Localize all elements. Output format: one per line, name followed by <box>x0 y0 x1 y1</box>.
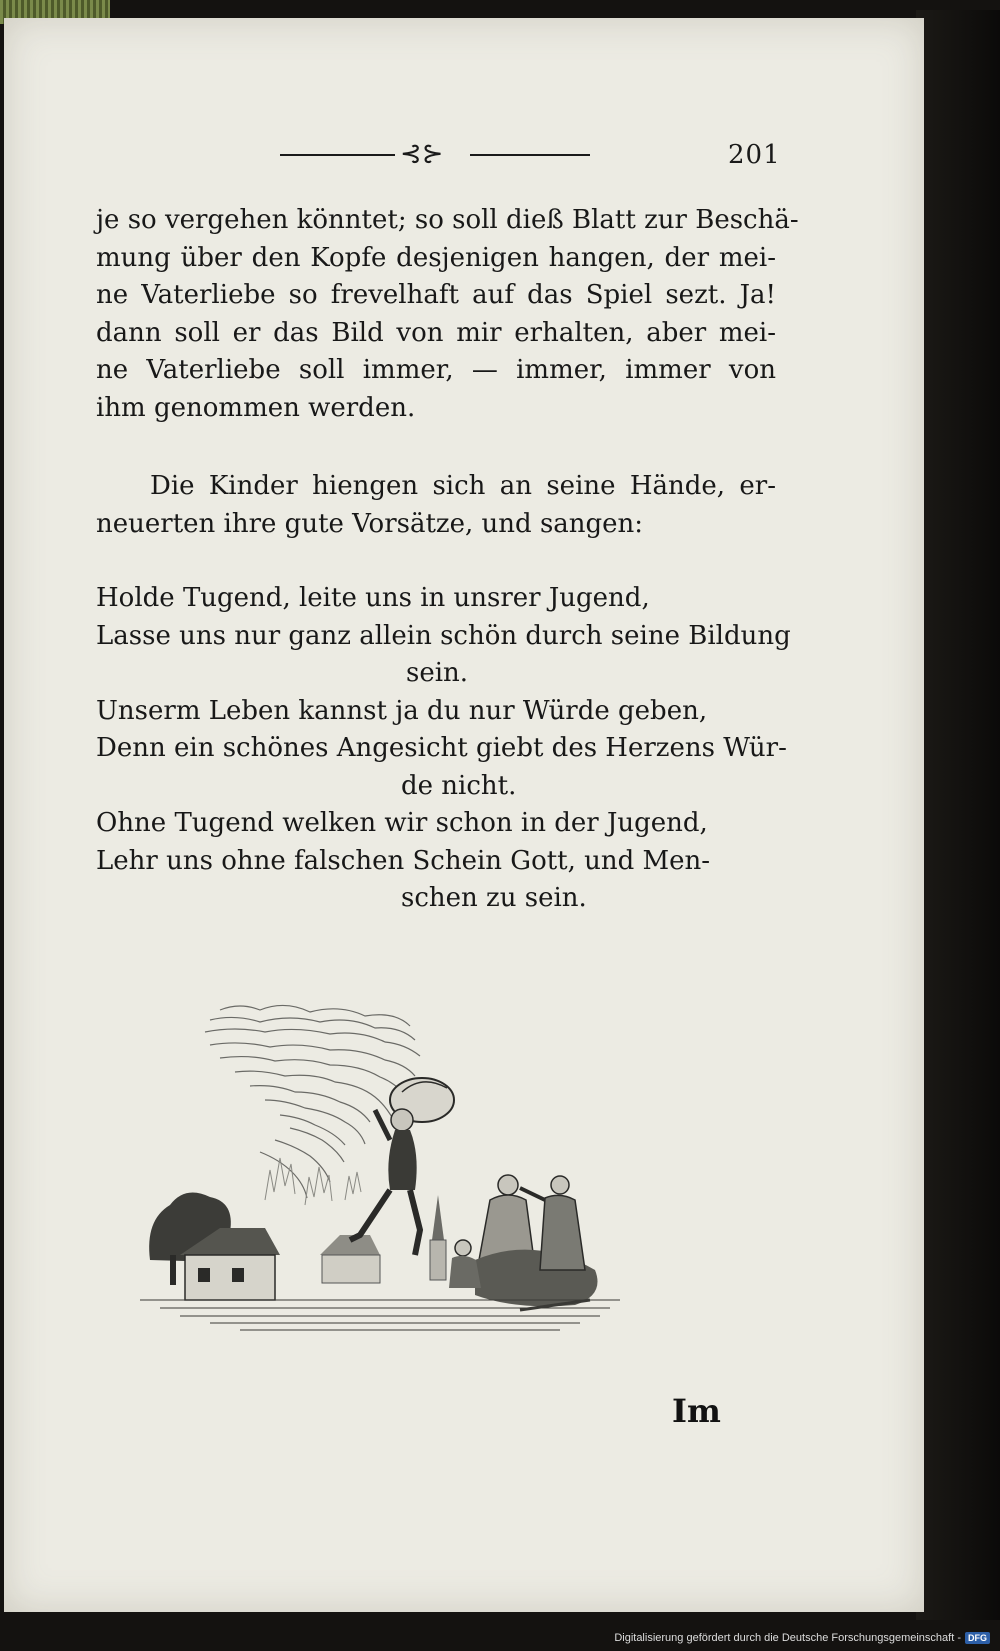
text-line: je so vergehen könntet; so soll dieß Blatt zur Beschä- <box>96 205 799 235</box>
poem-line: Unserm Leben kannst ja du nur Würde geben, <box>96 695 708 726</box>
poem-line: sein. <box>406 658 469 688</box>
poem-line: Holde Tugend, leite uns in unsrer Jugend, <box>96 583 650 613</box>
text-line: ihm genommen werden. <box>96 392 416 423</box>
poem-line: de nicht. <box>401 770 517 801</box>
poem <box>96 580 791 918</box>
mother-and-children <box>449 1175 598 1306</box>
poem-line: schen zu sein. <box>401 883 587 913</box>
text-line: Die Kinder hiengen sich an seine Hände, er- <box>150 471 776 501</box>
text-line: mung über den Kopfe desjenigen hangen, der mei- <box>96 242 776 273</box>
poem-line: Lehr uns ohne falschen Schein Gott, und Men- <box>96 845 711 876</box>
dfg-logo: DFG <box>965 1632 990 1644</box>
text-line: neuerten ihre gute Vorsätze, und sangen: <box>96 508 644 539</box>
engraving-svg <box>140 1000 660 1380</box>
paragraph-1 <box>96 202 799 427</box>
page-header-ornament <box>280 135 780 175</box>
village <box>320 1195 446 1283</box>
header-rule-left <box>280 154 395 156</box>
page-number: 201 <box>728 140 781 170</box>
fire-flames <box>265 1158 361 1205</box>
header-ornament: ⊰⊱ <box>400 139 444 169</box>
text-line: ne Vaterliebe so frevelhaft auf das Spiel sezt. Ja! <box>96 280 776 310</box>
poem-line: Denn ein schönes Angesicht giebt des Herzens Wür- <box>96 733 787 763</box>
text-line: ne Vaterliebe soll immer, — immer, immer von <box>96 355 776 385</box>
ground <box>140 1300 620 1330</box>
header-rule-right <box>470 154 590 156</box>
engraving-illustration <box>140 1000 660 1380</box>
poem-line: Ohne Tugend welken wir schon in der Jugend, <box>96 808 708 838</box>
digitization-credit <box>614 1632 990 1644</box>
paragraph-2 <box>96 468 776 543</box>
poem-line: Lasse uns nur ganz allein schön durch seine Bildung <box>96 620 791 651</box>
credit-text: Digitalisierung gefördert durch die Deutsche Forschungsgemeinschaft - <box>614 1632 961 1644</box>
catchword: Im <box>672 1392 721 1430</box>
book-spine <box>916 10 1000 1620</box>
text-line: dann soll er das Bild von mir erhalten, aber mei- <box>96 317 776 348</box>
smoke-cloud <box>205 1005 420 1198</box>
